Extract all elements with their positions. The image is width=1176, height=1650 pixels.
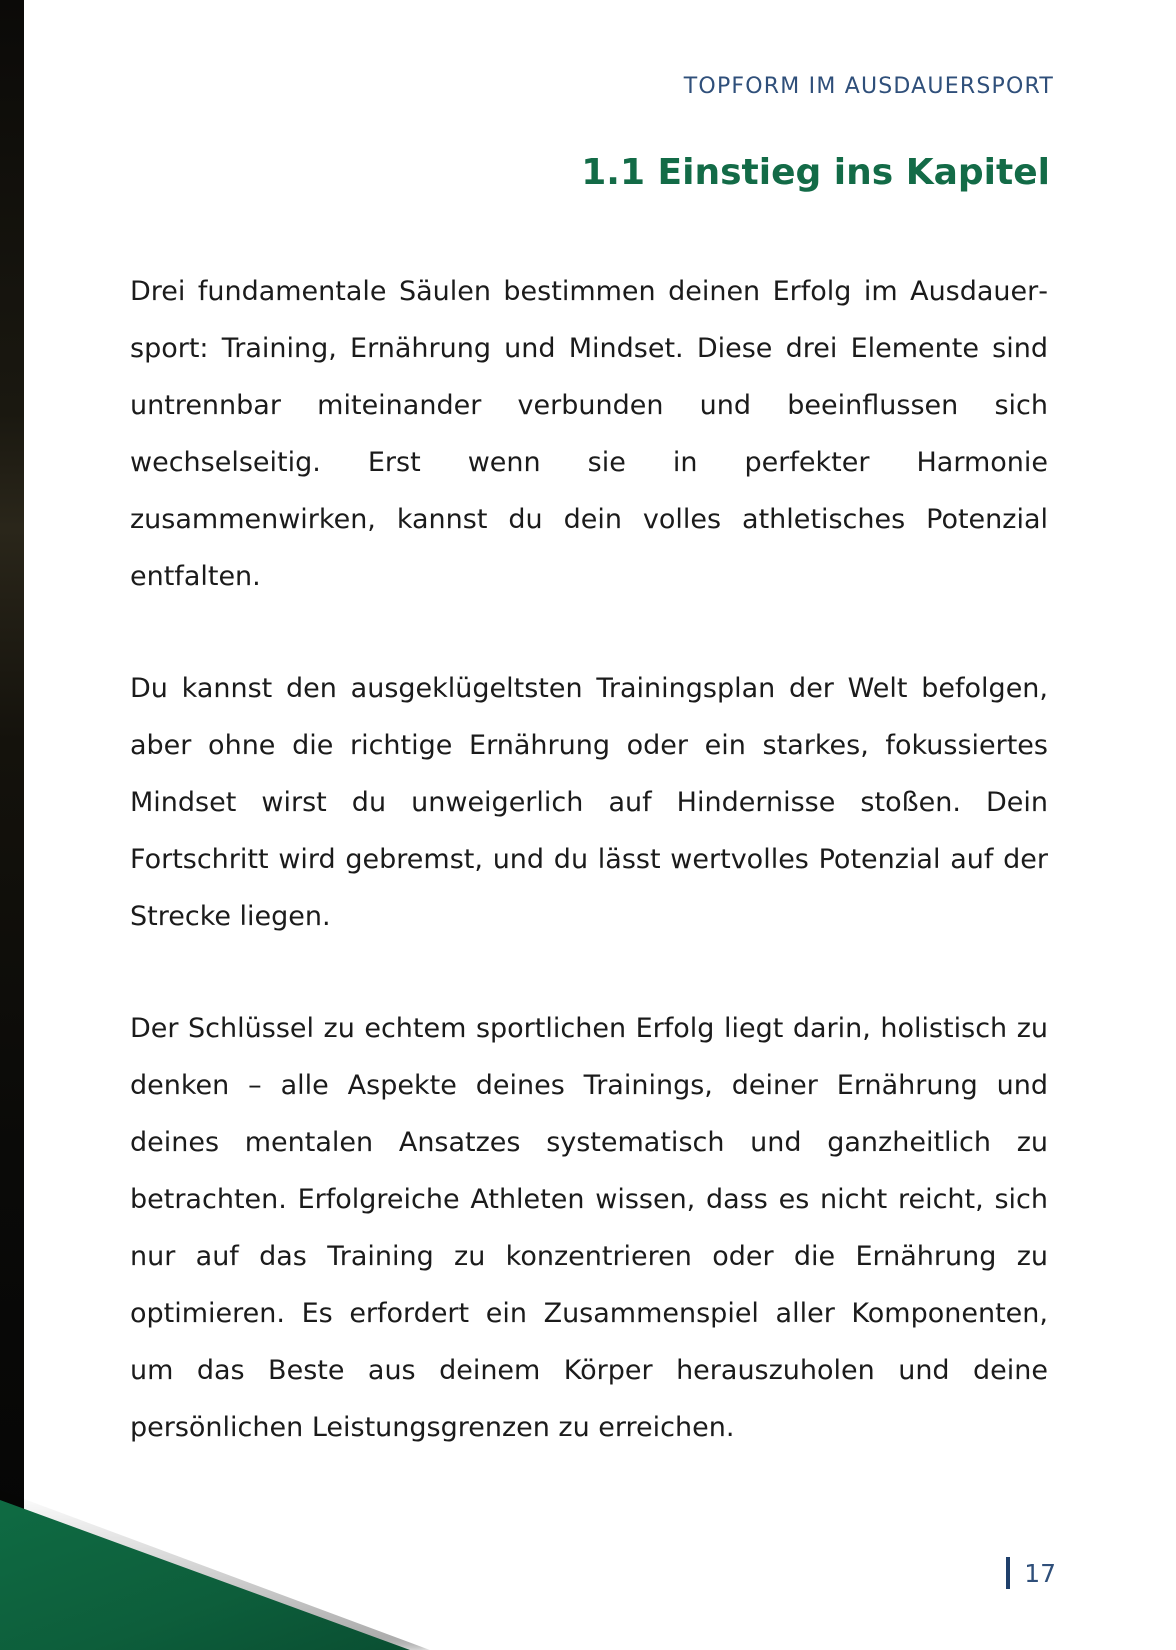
corner-green-decoration [0, 1500, 410, 1650]
facing-page-edge [0, 0, 24, 1650]
page-footer [1006, 1557, 1056, 1589]
paragraph-3: Der Schlüssel zu echtem sportlichen Erfolg liegt darin, holistisch zu denken – alle Aspekte deines Trainings, deiner Ernährung und deines mentalen Ansatzes systematisch und ganzheitlich zu betrachten. Erfolgreiche Athleten wissen, dass es nicht reicht, sich nur auf das Training zu konzentrieren oder die Ernährung zu optimieren. Es erfordert ein Zusammenspiel aller Komponenten, um das Beste aus deinem Körper herauszuholen und deine persönlichen Leistungsgrenzen zu erreichen. [130, 1013, 1048, 1443]
paragraph-1: Drei fundamentale Säulen bestimmen deinen Erfolg im Ausdauersport: Training, Ernährung und Mindset. Diese drei Elemente sind untrennbar miteinander verbunden und beeinflussen sich wechselseitig. Erst wenn sie in perfekter Harmonie zusammenwirken, kannst du dein volles athletisches Potenzial entfalten. [130, 276, 1048, 592]
chapter-title: 1.1 Einstieg ins Kapitel [581, 152, 1050, 193]
page-number-bar [1006, 1557, 1010, 1589]
body-text [130, 263, 1048, 1511]
page-number: 17 [1024, 1558, 1056, 1588]
paragraph-2: Du kannst den ausgeklügeltsten Trainingsplan der Welt befolgen, aber ohne die richtige Ernährung oder ein starkes, fokussiertes Mindset wirst du unweigerlich auf Hindernisse stoßen. Dein Fortschritt wird gebremst, und du lässt wertvolles Potenzial auf der Strecke liegen. [130, 673, 1048, 932]
running-head: TOPFORM IM AUSDAUERSPORT [683, 74, 1054, 99]
